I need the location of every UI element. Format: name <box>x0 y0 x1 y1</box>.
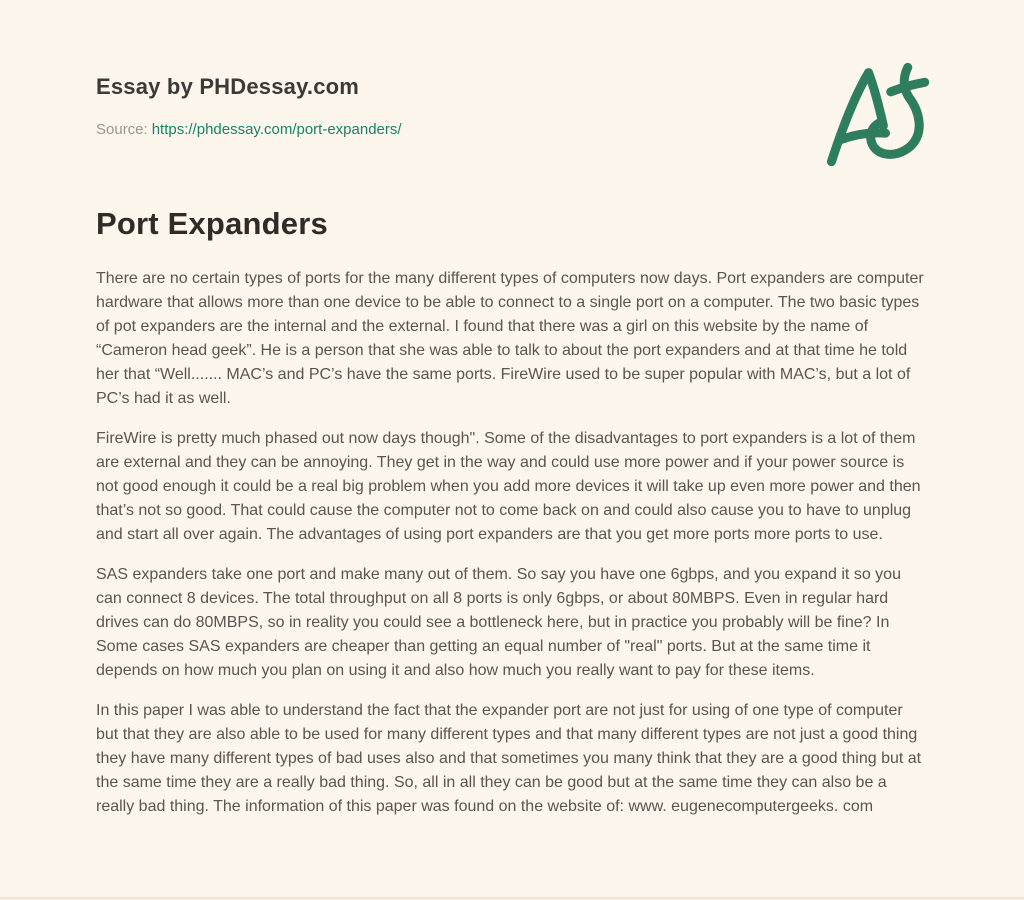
essay-paragraph: FireWire is pretty much phased out now days though". Some of the disadvantages to port expanders is a lot of them are external and they can be annoying. They get in the way and could use more power and if your power source is not good enough it could be a real big problem when you add more devices it will take up even more power and then that’s not so good. That could cause the computer not to come back on and could also cause you to have to unplug and start all over again. The advantages of using port expanders are that you get more ports more ports to use. <box>96 430 921 543</box>
a-plus-logo-icon <box>824 60 930 166</box>
page-title: Port Expanders <box>96 206 328 241</box>
essay-paragraph: There are no certain types of ports for the many different types of computers now days. Port expanders are computer hardware that allows more than one device to be able to connect to a single port on a computer. The two basic types of pot expanders are the internal and the external. I found that there was a girl on this website by the name of “Cameron head geek”. He is a person that she was able to talk to about the port expanders and at that time he told her that “Well....... MAC’s and PC’s have the same ports. FireWire used to be super popular with MAC’s, but a lot of PC’s had it as well. <box>96 270 924 407</box>
essay-paragraph: In this paper I was able to understand the fact that the expander port are not just for using of one type of computer but that they are also able to be used for many different types and that many different types are not just a good thing they have many different types of bad uses also and that sometimes you many think that they are a good thing but at the same time they are a really bad thing. So, all in all they can be good but at the same time they can also be a really bad thing. The information of this paper was found on the website of: www. eugenecomputergeeks. com <box>96 702 922 815</box>
source-row <box>96 121 929 138</box>
header-byline: Essay by PHDessay.com <box>96 74 360 99</box>
source-label: Source: <box>96 121 148 138</box>
essay-page-content <box>96 0 929 835</box>
source-link[interactable]: https://phdessay.com/port-expanders/ <box>151 121 402 138</box>
essay-paragraph: SAS expanders take one port and make many out of them. So say you have one 6gbps, and you expand it so you can connect 8 devices. The total throughput on all 8 ports is only 6gbps, or about 80MBPS. Even in regular hard drives can do 80MBPS, so in reality you could see a bottleneck here, but in practice you probably will be fine? In Some cases SAS expanders are cheaper than getting an equal number of "real" ports. But at the same time it depends on how much you plan on using it and also how much you really want to pay for these items. <box>96 566 901 679</box>
essay-body <box>96 267 929 819</box>
